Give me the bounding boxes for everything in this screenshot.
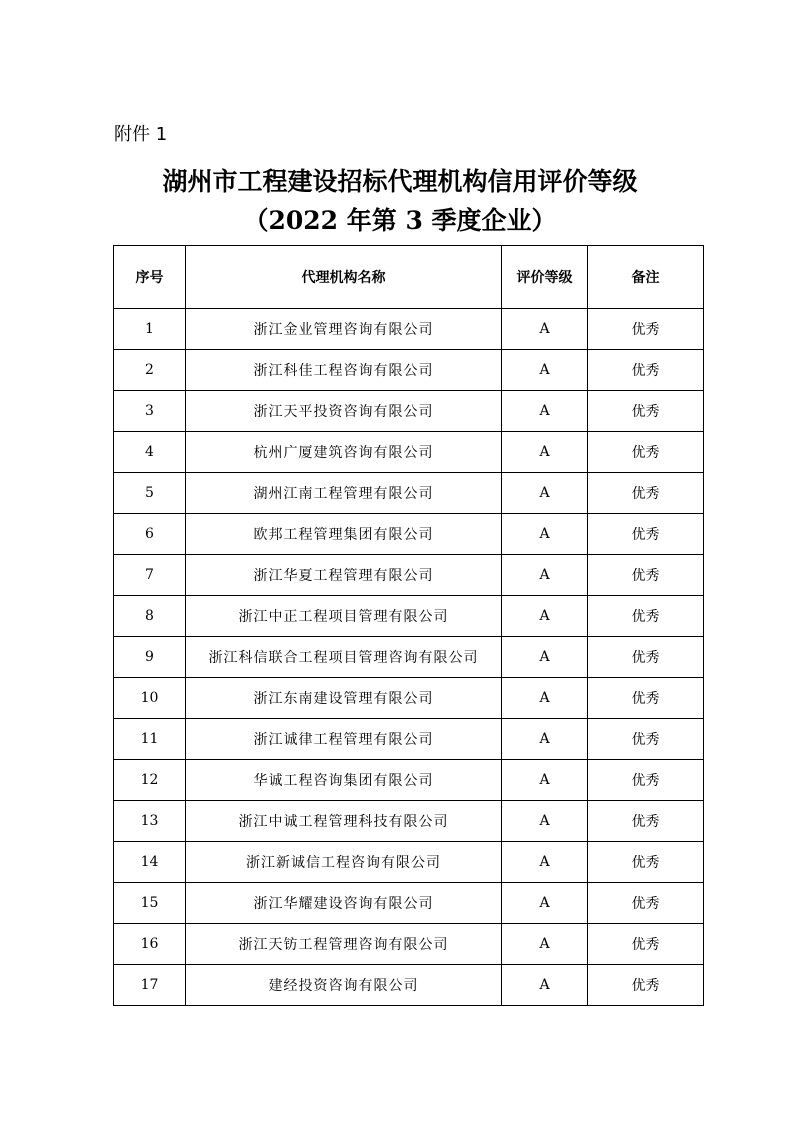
agency-name-cell: 湖州江南工程管理有限公司 [186,473,502,514]
table-row [114,432,704,473]
agency-name-cell: 浙江诚律工程管理有限公司 [186,719,502,760]
rating-grade-cell: A [502,719,588,760]
rating-grade-cell: A [502,965,588,1006]
table-row [114,678,704,719]
rating-grade-cell: A [502,555,588,596]
document-title: 湖州市工程建设招标代理机构信用评价等级 [162,167,638,196]
remark-cell: 优秀 [588,883,704,924]
agency-name-cell: 杭州广厦建筑咨询有限公司 [186,432,502,473]
remark-cell: 优秀 [588,514,704,555]
agency-name-cell: 华诚工程咨询集团有限公司 [186,760,502,801]
rating-grade-cell: A [502,350,588,391]
agency-name-cell: 浙江天钫工程管理咨询有限公司 [186,924,502,965]
serial-number-cell: 16 [114,924,186,965]
rating-grade-cell: A [502,432,588,473]
document-subtitle: （2022 年第 3 季度企业） [243,206,557,235]
remark-cell: 优秀 [588,637,704,678]
rating-grade-cell: A [502,883,588,924]
table-row [114,350,704,391]
serial-number-cell: 6 [114,514,186,555]
remark-cell: 优秀 [588,760,704,801]
agency-name-cell: 浙江新诚信工程咨询有限公司 [186,842,502,883]
table-header-row [114,246,704,309]
serial-number-cell: 17 [114,965,186,1006]
agency-name-cell: 浙江科信联合工程项目管理咨询有限公司 [186,637,502,678]
table-row [114,555,704,596]
rating-grade-cell: A [502,842,588,883]
remark-cell: 优秀 [588,924,704,965]
table-body [114,309,704,1006]
remark-cell: 优秀 [588,473,704,514]
agency-name-cell: 浙江中正工程项目管理有限公司 [186,596,502,637]
attachment-label: 附件 1 [114,124,168,145]
table-row [114,760,704,801]
remark-cell: 优秀 [588,391,704,432]
serial-number-cell: 10 [114,678,186,719]
table-row [114,514,704,555]
table-row [114,719,704,760]
table-row [114,391,704,432]
remark-cell: 优秀 [588,719,704,760]
serial-number-cell: 1 [114,309,186,350]
serial-number-cell: 5 [114,473,186,514]
credit-rating-table [113,245,704,1006]
table-row [114,309,704,350]
header-remark: 备注 [588,246,704,309]
remark-cell: 优秀 [588,596,704,637]
remark-cell: 优秀 [588,842,704,883]
rating-grade-cell: A [502,924,588,965]
remark-cell: 优秀 [588,350,704,391]
header-serial-number: 序号 [114,246,186,309]
header-agency-name: 代理机构名称 [186,246,502,309]
table-row [114,637,704,678]
agency-name-cell: 浙江华夏工程管理有限公司 [186,555,502,596]
agency-name-cell: 浙江科佳工程咨询有限公司 [186,350,502,391]
serial-number-cell: 11 [114,719,186,760]
table-row [114,473,704,514]
serial-number-cell: 15 [114,883,186,924]
serial-number-cell: 3 [114,391,186,432]
rating-grade-cell: A [502,514,588,555]
table-row [114,965,704,1006]
table-row [114,924,704,965]
agency-name-cell: 浙江天平投资咨询有限公司 [186,391,502,432]
serial-number-cell: 2 [114,350,186,391]
rating-grade-cell: A [502,596,588,637]
remark-cell: 优秀 [588,801,704,842]
table-row [114,842,704,883]
table-row [114,801,704,842]
rating-grade-cell: A [502,678,588,719]
serial-number-cell: 9 [114,637,186,678]
table-row [114,596,704,637]
remark-cell: 优秀 [588,965,704,1006]
agency-name-cell: 浙江金业管理咨询有限公司 [186,309,502,350]
serial-number-cell: 14 [114,842,186,883]
serial-number-cell: 7 [114,555,186,596]
serial-number-cell: 13 [114,801,186,842]
agency-name-cell: 浙江东南建设管理有限公司 [186,678,502,719]
rating-grade-cell: A [502,637,588,678]
rating-grade-cell: A [502,309,588,350]
rating-grade-cell: A [502,760,588,801]
serial-number-cell: 8 [114,596,186,637]
serial-number-cell: 12 [114,760,186,801]
agency-name-cell: 浙江华耀建设咨询有限公司 [186,883,502,924]
remark-cell: 优秀 [588,432,704,473]
agency-name-cell: 欧邦工程管理集团有限公司 [186,514,502,555]
remark-cell: 优秀 [588,678,704,719]
remark-cell: 优秀 [588,555,704,596]
agency-name-cell: 建经投资咨询有限公司 [186,965,502,1006]
rating-grade-cell: A [502,391,588,432]
rating-grade-cell: A [502,801,588,842]
remark-cell: 优秀 [588,309,704,350]
agency-name-cell: 浙江中诚工程管理科技有限公司 [186,801,502,842]
header-rating-grade: 评价等级 [502,246,588,309]
serial-number-cell: 4 [114,432,186,473]
table-row [114,883,704,924]
rating-grade-cell: A [502,473,588,514]
